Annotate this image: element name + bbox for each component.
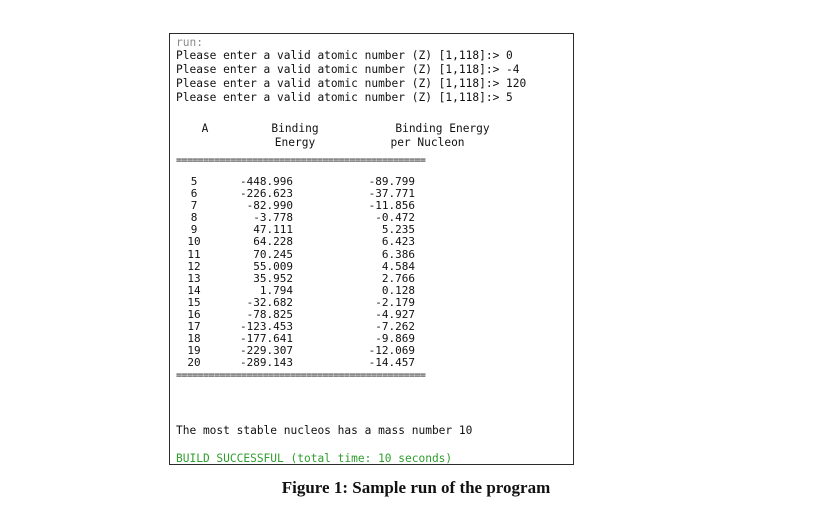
cell-binding-energy: 55.009 xyxy=(253,259,293,273)
cell-binding-energy: -226.623 xyxy=(240,187,293,201)
cell-per-nucleon: -0.472 xyxy=(375,211,415,225)
cell-per-nucleon: -11.856 xyxy=(368,199,415,213)
separator-top: ============================================== xyxy=(176,155,426,166)
stable-message: The most stable nucleos has a mass number 10 xyxy=(176,424,473,437)
header-a: A xyxy=(201,122,209,135)
cell-a: 19 xyxy=(187,344,201,358)
cell-binding-energy: -78.825 xyxy=(246,308,293,322)
cell-binding-energy: -448.996 xyxy=(240,175,293,188)
cell-a: 7 xyxy=(190,199,198,213)
cell-a: 14 xyxy=(187,283,201,297)
cell-per-nucleon: 4.584 xyxy=(381,259,415,273)
cell-binding-energy: -3.778 xyxy=(253,211,293,225)
cell-a: 15 xyxy=(187,295,201,309)
run-label: run: xyxy=(176,36,203,49)
cell-a: 9 xyxy=(190,223,198,237)
cell-a: 8 xyxy=(190,211,198,225)
cell-per-nucleon: 0.128 xyxy=(381,283,415,297)
cell-a: 18 xyxy=(187,332,201,346)
cell-binding-energy: -177.641 xyxy=(240,332,293,346)
cell-binding-energy: 64.228 xyxy=(253,235,293,249)
cell-binding-energy: 1.794 xyxy=(259,283,293,297)
cell-per-nucleon: -37.771 xyxy=(368,187,415,201)
cell-per-nucleon: 5.235 xyxy=(381,223,415,237)
cell-binding-energy: 70.245 xyxy=(253,247,293,261)
cell-binding-energy: -289.143 xyxy=(240,356,293,370)
cell-per-nucleon: -7.262 xyxy=(375,320,415,334)
separator-bottom: ============================================== xyxy=(176,370,426,381)
cell-a: 12 xyxy=(187,259,201,273)
cell-binding-energy: 47.111 xyxy=(253,223,293,237)
build-message: BUILD SUCCESSFUL (total time: 10 seconds) xyxy=(176,452,453,465)
cell-a: 10 xyxy=(187,235,201,249)
cell-per-nucleon: -2.179 xyxy=(375,295,415,309)
header-per-nucleon-1: Binding Energy xyxy=(395,122,490,135)
header-binding-energy-1: Binding xyxy=(271,122,319,135)
prompt-line: Please enter a valid atomic number (Z) [1,118]:> 120 xyxy=(176,77,527,90)
cell-per-nucleon: -9.869 xyxy=(375,332,415,346)
cell-a: 11 xyxy=(187,247,201,261)
cell-binding-energy: -229.307 xyxy=(240,344,293,358)
cell-binding-energy: -82.990 xyxy=(246,199,293,213)
cell-per-nucleon: 6.386 xyxy=(381,247,415,261)
cell-per-nucleon: -12.069 xyxy=(368,344,415,358)
cell-a: 20 xyxy=(187,356,201,370)
prompt-line: Please enter a valid atomic number (Z) [1,118]:> 5 xyxy=(176,91,513,104)
cell-per-nucleon: -4.927 xyxy=(375,308,415,322)
prompt-line: Please enter a valid atomic number (Z) [1,118]:> 0 xyxy=(176,49,513,62)
console-output xyxy=(169,33,574,465)
figure-caption: Figure 1: Sample run of the program xyxy=(281,478,551,497)
cell-per-nucleon: 6.423 xyxy=(381,235,415,249)
cell-binding-energy: -32.682 xyxy=(246,295,293,309)
prompt-line: Please enter a valid atomic number (Z) [1,118]:> -4 xyxy=(176,63,520,76)
header-binding-energy-2: Energy xyxy=(274,136,316,149)
cell-per-nucleon: -14.457 xyxy=(368,356,415,370)
cell-a: 5 xyxy=(190,175,198,188)
header-per-nucleon-2: per Nucleon xyxy=(390,136,465,149)
cell-a: 17 xyxy=(187,320,201,334)
cell-binding-energy: -123.453 xyxy=(240,320,293,334)
cell-a: 16 xyxy=(187,308,201,322)
cell-a: 13 xyxy=(187,271,201,285)
cell-per-nucleon: 2.766 xyxy=(381,271,415,285)
cell-binding-energy: 35.952 xyxy=(253,271,293,285)
cell-a: 6 xyxy=(190,187,198,201)
cell-per-nucleon: -89.799 xyxy=(368,175,415,188)
